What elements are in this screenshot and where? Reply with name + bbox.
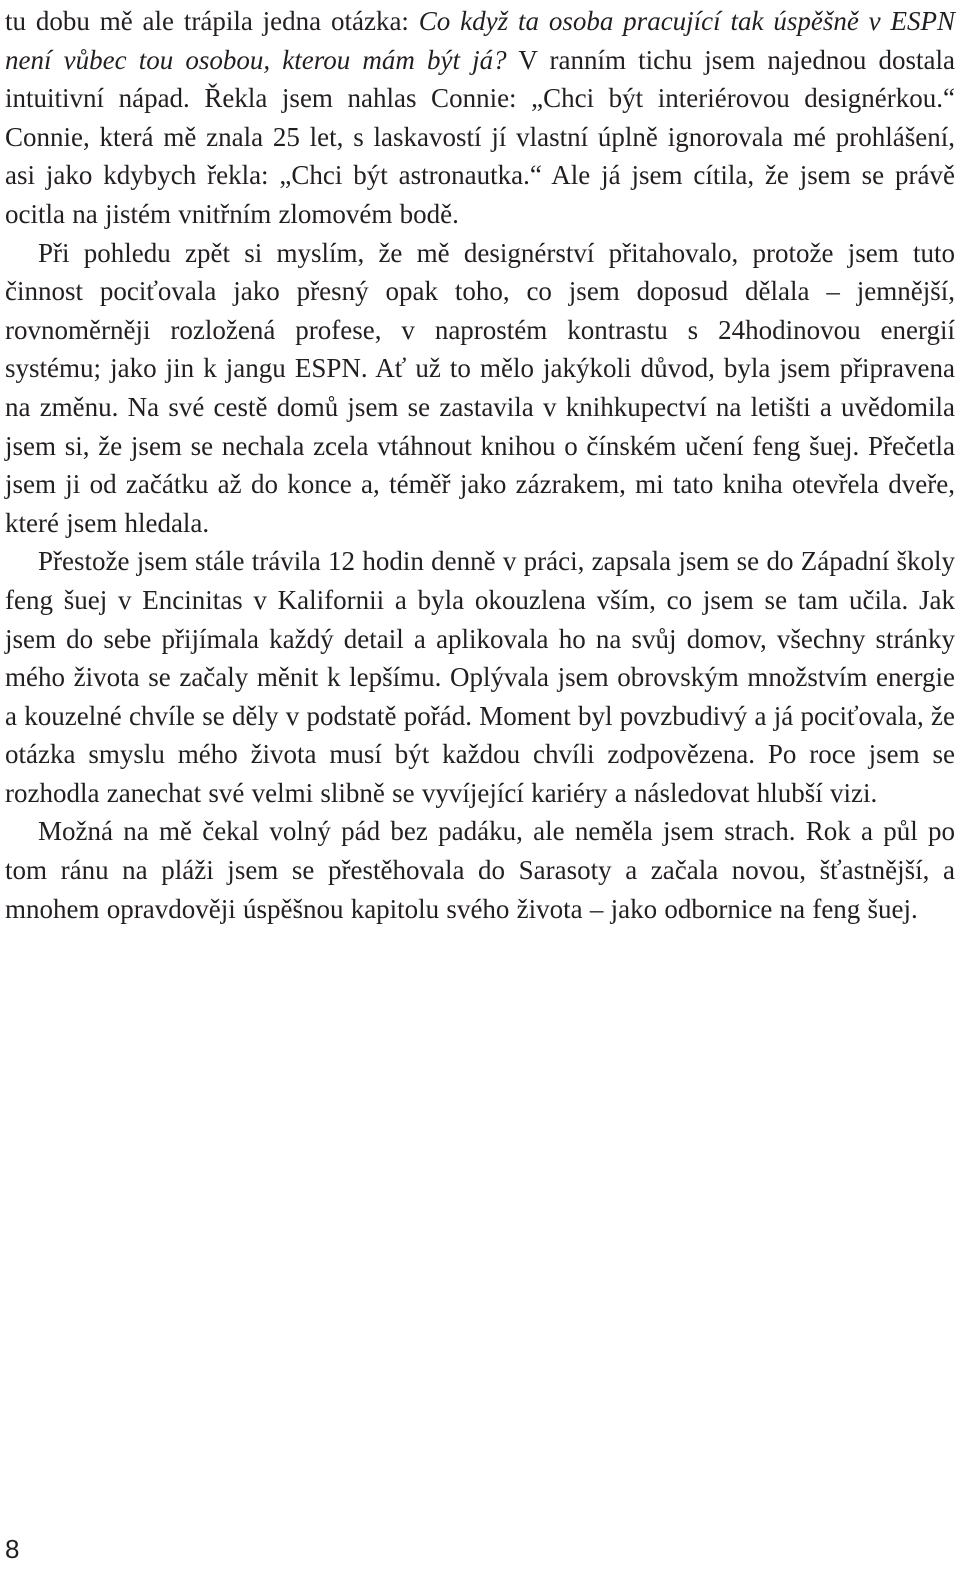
italic-question: Co když ta osoba pracující tak úspěšně v ESPN není vůbec tou osobou, kterou mám být já? (5, 6, 956, 75)
body-text (5, 2, 955, 928)
text-run: tu dobu mě ale trápila jedna otázka: (5, 6, 419, 36)
paragraph-2 (5, 234, 955, 543)
text-run: Přestože jsem stále trávila 12 hodin denně v práci, zapsala jsem se do Západní školy feng šuej v Encinitas v Kalifornii a byla okouzlena vším, co jsem se tam učila. Jak jsem do sebe přijímala každý detail a aplikovala ho na svůj domov, všechny stránky mého života se začaly měnit k lepšímu. Oplývala jsem obrovským množstvím energie a kouzelné chvíle se děly v podstatě pořád. Moment byl povzbudivý a já pociťovala, že otázka smyslu mého života musí být každou chvíli zodpovězena. Po roce jsem se rozhodla zanechat své velmi slibně se vyvíjející kariéry a následovat hlubší vizi. (5, 546, 955, 808)
paragraph-3 (5, 542, 955, 812)
text-run: Možná na mě čekal volný pád bez padáku, ale neměla jsem strach. Rok a půl po tom ránu na pláži jsem se přestěhovala do Sarasoty a začala novou, šťastnější, a mnohem opravdověji úspěšnou kapitolu svého života – jako odbornice na feng šuej. (5, 816, 955, 924)
paragraph-4 (5, 812, 955, 928)
text-run: Při pohledu zpět si myslím, že mě designérství přitahovalo, protože jsem tuto činnost pociťovala jako přesný opak toho, co jsem doposud dělala – jemnější, rovnoměrněji rozložená profese, v naprostém kontrastu s 24hodinovou energií systému; jako jin k jangu ESPN. Ať už to mělo jakýkoli důvod, byla jsem připravena na změnu. Na své cestě domů jsem se zastavila v knihkupectví na letišti a uvědomila jsem si, že jsem se nechala zcela vtáhnout knihou o čínském učení feng šuej. Přečetla jsem ji od začátku až do konce a, téměř jako zázrakem, mi tato kniha otevřela dveře, které jsem hledala. (5, 237, 955, 538)
text-run: V ranním tichu jsem najednou dostala intuitivní nápad. Řekla jsem nahlas Connie: „Chci být interiérovou designérkou.“ Connie, která mě znala 25 let, s laskavostí jí vlastní úplně ignorovala mé prohlášení, asi jako kdybych řekla: „Chci být astronautka.“ Ale já jsem cítila, že jsem se právě ocitla na jistém vnitřním zlomovém bodě. (5, 44, 955, 229)
page-number: 8 (5, 1534, 20, 1564)
paragraph-1 (5, 2, 955, 234)
